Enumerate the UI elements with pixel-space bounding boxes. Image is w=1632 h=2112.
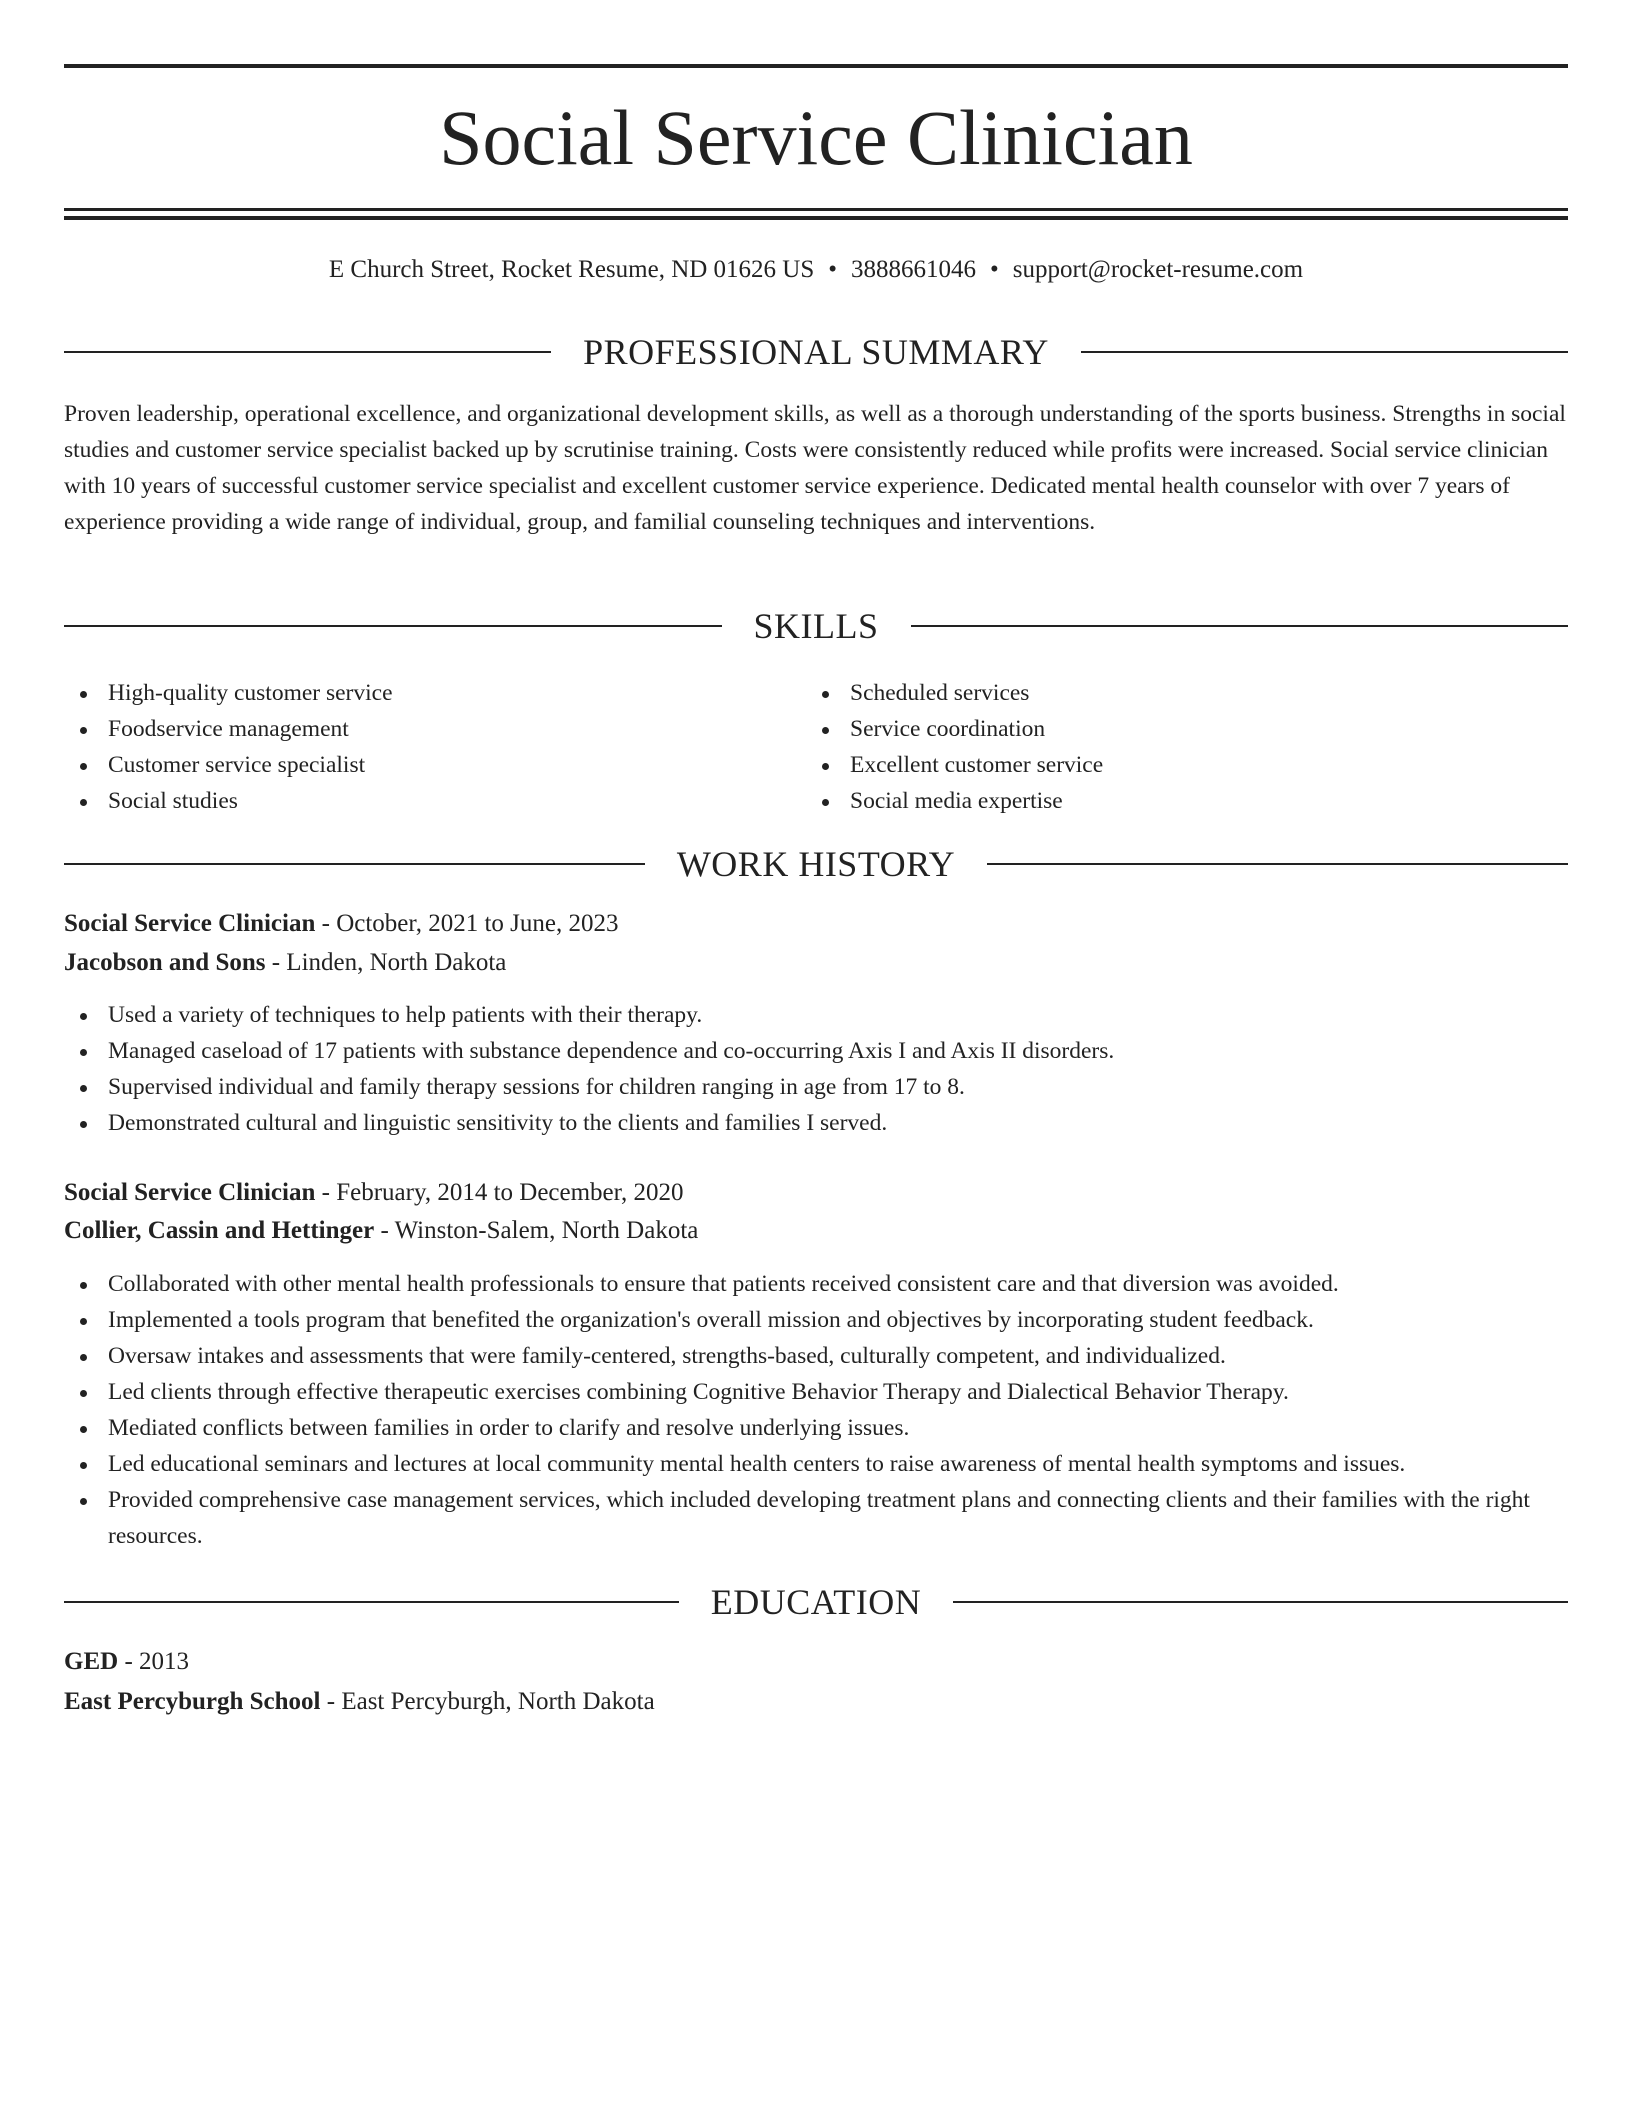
skill-item: Scheduled services: [806, 675, 1548, 711]
contact-separator: •: [990, 256, 999, 283]
heading-rule-right: [1081, 351, 1568, 353]
job-dates: - February, 2014 to December, 2020: [315, 1179, 684, 1206]
skill-item: Foodservice management: [64, 711, 806, 747]
job-duty: Supervised individual and family therapy sessions for children ranging in age from 17 to 8.: [64, 1069, 1568, 1105]
summary-text: Proven leadership, operational excellence, and organizational development skills, as well as a thorough understanding of the sports business. Strengths in social studies and customer service specialist backed up by scrutinise training. Costs were consistently reduced while profits were increased. Social service clinician with 10 years of successful customer service specialist and excellent customer service experience. Dedicated mental health counselor with over 7 years of experience providing a wide range of individual, group, and familial counseling techniques and interventions.: [64, 401, 1566, 535]
job-title-line: [64, 905, 1568, 943]
job-title: Social Service Clinician: [64, 910, 316, 937]
job-company: Jacobson and Sons: [64, 949, 266, 976]
job-dates: - October, 2021 to June, 2023: [315, 910, 619, 937]
work-heading: WORK HISTORY: [676, 844, 956, 884]
job-location: - Linden, North Dakota: [265, 949, 507, 976]
skill-item: Customer service specialist: [64, 747, 806, 783]
job-location: - Winston-Salem, North Dakota: [374, 1217, 699, 1244]
education-location: - East Percyburgh, North Dakota: [320, 1688, 655, 1715]
work-section-heading: [64, 839, 1568, 889]
skills-column-right: [806, 675, 1548, 819]
skills-list: [64, 675, 1568, 819]
contact-phone: 3888661046: [851, 256, 977, 283]
skills-column-left: [64, 675, 806, 819]
education-degree-line: [64, 1643, 1568, 1681]
title-rule-thick: [64, 216, 1568, 220]
job-duty: Mediated conflicts between families in order to clarify and resolve underlying issues.: [64, 1410, 1568, 1446]
heading-rule-right: [911, 625, 1569, 627]
heading-rule-right: [987, 863, 1568, 865]
job-duty: Led clients through effective therapeutic exercises combining Cognitive Behavior Therapy and Dialectical Behavior Therapy.: [64, 1374, 1568, 1410]
heading-rule-left: [64, 351, 551, 353]
skill-item: High-quality customer service: [64, 675, 806, 711]
title-rule-thin: [64, 208, 1568, 211]
job-company-line: [64, 1212, 1568, 1250]
education-heading: EDUCATION: [710, 1582, 922, 1622]
job-duty: Led educational seminars and lectures at local community mental health centers to raise awareness of mental health symptoms and issues.: [64, 1446, 1568, 1482]
education-section-heading: [64, 1577, 1568, 1627]
job-duty: Used a variety of techniques to help patients with their therapy.: [64, 997, 1568, 1033]
job-duty: Collaborated with other mental health professionals to ensure that patients received consistent care and that diversion was avoided.: [64, 1266, 1568, 1302]
skills-heading: SKILLS: [753, 606, 879, 646]
job-duties-list: [64, 1266, 1568, 1554]
job-duty: Managed caseload of 17 patients with substance dependence and co-occurring Axis I and Axis II disorders.: [64, 1033, 1568, 1069]
job-company-line: [64, 944, 1568, 982]
skill-item: Service coordination: [806, 711, 1548, 747]
contact-email: support@rocket-resume.com: [1012, 256, 1304, 283]
education-degree: GED: [64, 1648, 119, 1675]
job-duty: Implemented a tools program that benefited the organization's overall mission and objectives by incorporating student feedback.: [64, 1302, 1568, 1338]
heading-rule-left: [64, 1601, 679, 1603]
skill-item: Social media expertise: [806, 783, 1548, 819]
job-company: Collier, Cassin and Hettinger: [64, 1217, 375, 1244]
summary-section-heading: [64, 327, 1568, 377]
summary-heading: PROFESSIONAL SUMMARY: [583, 332, 1049, 372]
contact-address: E Church Street, Rocket Resume, ND 01626 US: [328, 256, 815, 283]
top-rule: [64, 64, 1568, 68]
heading-rule-left: [64, 625, 722, 627]
skill-item: Excellent customer service: [806, 747, 1548, 783]
heading-rule-left: [64, 863, 645, 865]
contact-line: [64, 252, 1568, 288]
education-school-line: [64, 1683, 1568, 1721]
job-duty: Provided comprehensive case management services, which included developing treatment plans and connecting clients and their families with the right resources.: [64, 1482, 1568, 1554]
skill-item: Social studies: [64, 783, 806, 819]
contact-separator: •: [828, 256, 838, 283]
job-duties-list: [64, 997, 1568, 1141]
resume-title: Social Service Clinician: [439, 94, 1193, 181]
job-title-line: [64, 1174, 1568, 1212]
job-title: Social Service Clinician: [64, 1179, 316, 1206]
job-duty: Demonstrated cultural and linguistic sensitivity to the clients and families I served.: [64, 1105, 1568, 1141]
skills-section-heading: [64, 601, 1568, 651]
heading-rule-right: [953, 1601, 1568, 1603]
job-duty: Oversaw intakes and assessments that were family-centered, strengths-based, culturally competent, and individualized.: [64, 1338, 1568, 1374]
education-year: - 2013: [118, 1648, 190, 1675]
education-school: East Percyburgh School: [64, 1688, 321, 1715]
